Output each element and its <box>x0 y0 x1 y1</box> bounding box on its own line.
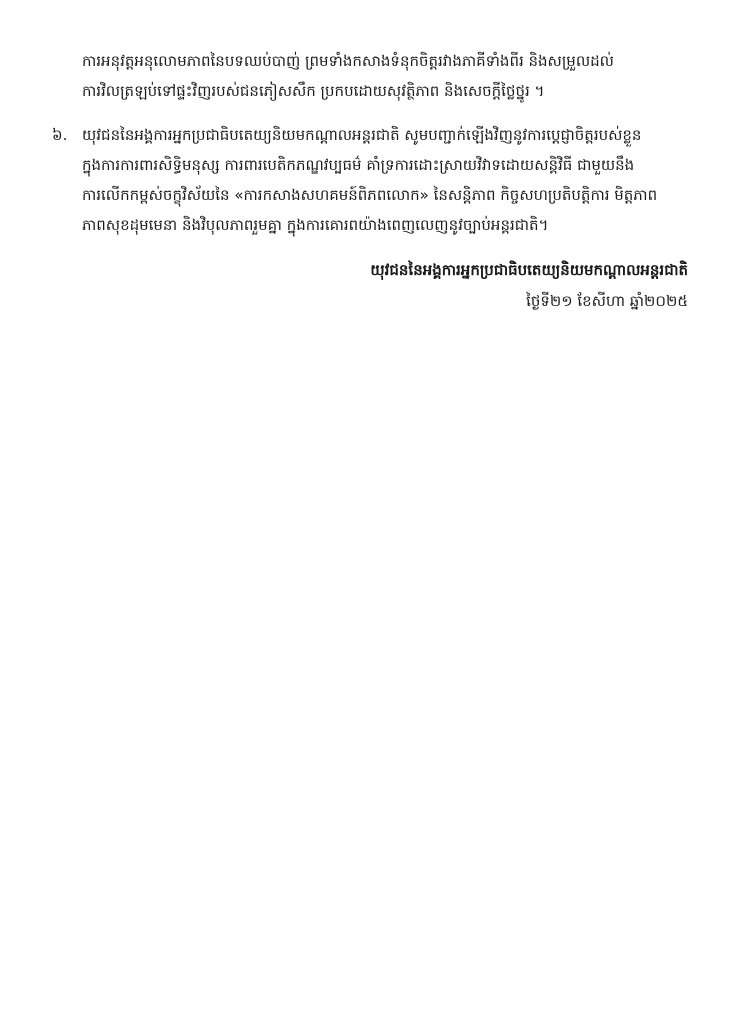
item6-line-3: ការលើកកម្ពស់ចក្ខុវិស័យនៃ «ការកសាងសហគមន៍ពិភពលោក» នៃសន្តិភាព កិច្ចសហប្រតិបត្តិការ មិត្តភាព <box>82 186 658 204</box>
item-number: ៦. <box>52 126 68 144</box>
item6-line-4: ភាពសុខដុមមេនា និងវិបុលភាពរួមគ្នា ក្នុងការគោរពយ៉ាងពេញលេញនូវច្បាប់អន្តរជាតិ។ <box>82 216 549 234</box>
signature-organization: យុវជននៃអង្គការអ្នកប្រជាធិបតេយ្យនិយមកណ្តាលអន្តរជាតិ <box>370 261 688 279</box>
item6-line-1: យុវជននៃអង្គការអ្នកប្រជាធិបតេយ្យនិយមកណ្តាលអន្តរជាតិ សូមបញ្ជាក់ឡើងវិញនូវការប្តេជ្ញាចិត្តរបស់ខ្លួន <box>82 126 642 144</box>
signature-date: ថ្ងៃទី២១ ខែសីហា ឆ្នាំ២០២៥ <box>526 292 688 310</box>
continuation-line-2: ការវិលត្រឡប់ទៅផ្ទះវិញរបស់ជនភៀសសឹក ប្រកបដោយសុវត្ថិភាព និងសេចក្តីថ្លៃថ្នូរ ។ <box>82 82 545 100</box>
item6-line-2: ក្នុងការការពារសិទ្ធិមនុស្ស ការពារបេតិកភណ្ឌវប្បធម៌ គាំទ្រការដោះស្រាយវិវាទដោយសន្តិវិធី ជាមួយនឹង <box>82 156 635 174</box>
continuation-line-1: ការអនុវត្តអនុលោមភាពនៃបទឈប់បាញ់ ព្រមទាំងកសាងទំនុកចិត្តរវាងភាគីទាំងពីរ និងសម្រួលដល់ <box>82 52 614 70</box>
